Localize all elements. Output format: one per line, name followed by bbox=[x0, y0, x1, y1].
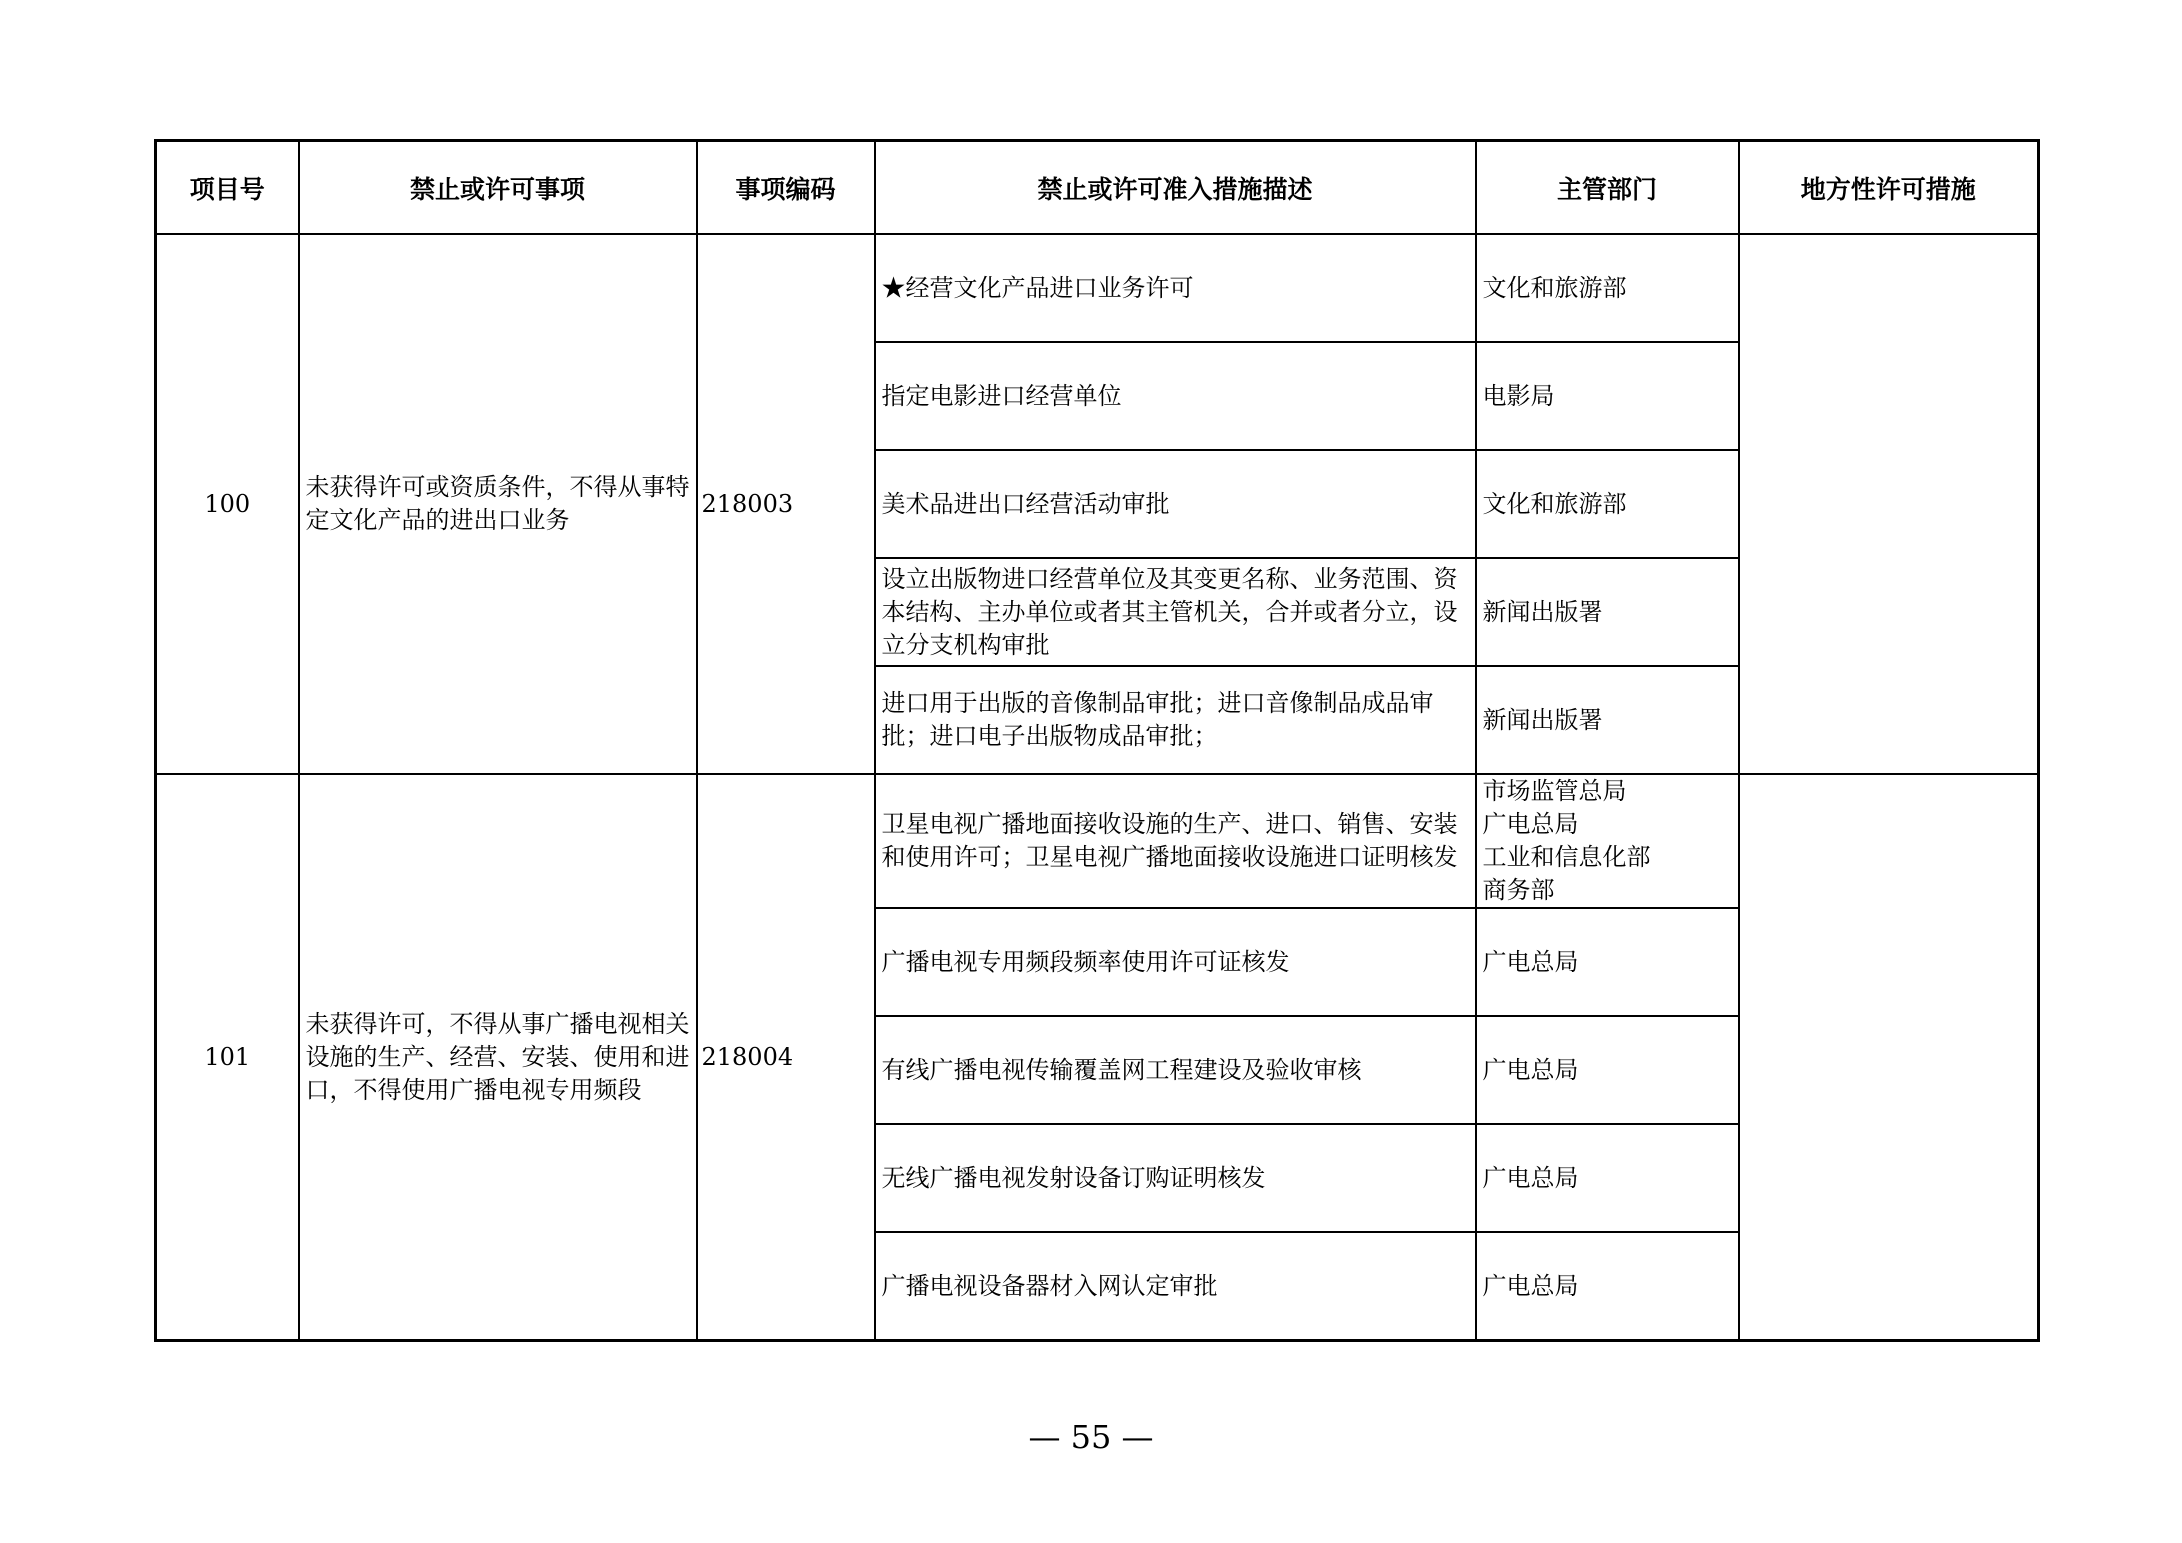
department-cell bbox=[1476, 774, 1739, 908]
department-cell bbox=[1476, 342, 1739, 450]
permit-table bbox=[154, 139, 2040, 1342]
description-cell: 广播电视专用频段频率使用许可证核发 bbox=[875, 908, 1476, 1016]
header-local-measure: 地方性许可措施 bbox=[1739, 141, 2039, 235]
department-name: 文化和旅游部 bbox=[1482, 273, 1627, 302]
department-name: 市场监管总局 bbox=[1482, 777, 1627, 805]
department-cell bbox=[1476, 1016, 1739, 1124]
item-number-cell: 100 bbox=[156, 234, 299, 774]
table-body bbox=[156, 234, 2039, 1341]
department-cell bbox=[1476, 1124, 1739, 1232]
department-cell bbox=[1476, 234, 1739, 342]
department-name: 广电总局 bbox=[1482, 1055, 1579, 1084]
department-name: 文化和旅游部 bbox=[1482, 489, 1627, 518]
department-cell bbox=[1476, 1232, 1739, 1341]
table-row bbox=[156, 234, 2039, 342]
table-header-row bbox=[156, 141, 2039, 235]
description-cell: 卫星电视广播地面接收设施的生产、进口、销售、安装和使用许可；卫星电视广播地面接收设施进口证明核发 bbox=[875, 774, 1476, 908]
header-department: 主管部门 bbox=[1476, 141, 1739, 235]
description-cell: 广播电视设备器材入网认定审批 bbox=[875, 1232, 1476, 1341]
department-cell bbox=[1476, 666, 1739, 774]
item-code-cell: 218003 bbox=[697, 234, 875, 774]
header-item-no: 项目号 bbox=[156, 141, 299, 235]
description-cell: 指定电影进口经营单位 bbox=[875, 342, 1476, 450]
local-measure-cell bbox=[1739, 774, 2039, 1341]
description-cell: 有线广播电视传输覆盖网工程建设及验收审核 bbox=[875, 1016, 1476, 1124]
department-name: 工业和信息化部 bbox=[1482, 843, 1651, 871]
department-name: 广电总局 bbox=[1482, 947, 1579, 976]
description-cell: ★经营文化产品进口业务许可 bbox=[875, 234, 1476, 342]
department-name: 广电总局 bbox=[1482, 810, 1579, 838]
header-code: 事项编码 bbox=[697, 141, 875, 235]
item-code-cell: 218004 bbox=[697, 774, 875, 1341]
local-measure-cell bbox=[1739, 234, 2039, 774]
department-cell bbox=[1476, 450, 1739, 558]
department-name: 广电总局 bbox=[1482, 1271, 1579, 1300]
department-name: 新闻出版署 bbox=[1482, 597, 1603, 626]
item-number-cell: 101 bbox=[156, 774, 299, 1341]
department-name: 商务部 bbox=[1482, 876, 1555, 904]
department-cell bbox=[1476, 908, 1739, 1016]
item-name-cell: 未获得许可或资质条件，不得从事特定文化产品的进出口业务 bbox=[299, 234, 697, 774]
department-name: 新闻出版署 bbox=[1482, 705, 1603, 734]
department-name: 广电总局 bbox=[1482, 1163, 1579, 1192]
description-cell: 无线广播电视发射设备订购证明核发 bbox=[875, 1124, 1476, 1232]
description-cell: 设立出版物进口经营单位及其变更名称、业务范围、资本结构、主办单位或者其主管机关，合并或者分立，设立分支机构审批 bbox=[875, 558, 1476, 666]
header-item: 禁止或许可事项 bbox=[299, 141, 697, 235]
item-name-cell: 未获得许可，不得从事广播电视相关设施的生产、经营、安装、使用和进口，不得使用广播电视专用频段 bbox=[299, 774, 697, 1341]
header-description: 禁止或许可准入措施描述 bbox=[875, 141, 1476, 235]
description-cell: 美术品进出口经营活动审批 bbox=[875, 450, 1476, 558]
department-name: 电影局 bbox=[1482, 381, 1555, 410]
department-cell bbox=[1476, 558, 1739, 666]
description-cell: 进口用于出版的音像制品审批；进口音像制品成品审批；进口电子出版物成品审批； bbox=[875, 666, 1476, 774]
page-number: — 55 — bbox=[1028, 1418, 1154, 1456]
table-row bbox=[156, 774, 2039, 908]
